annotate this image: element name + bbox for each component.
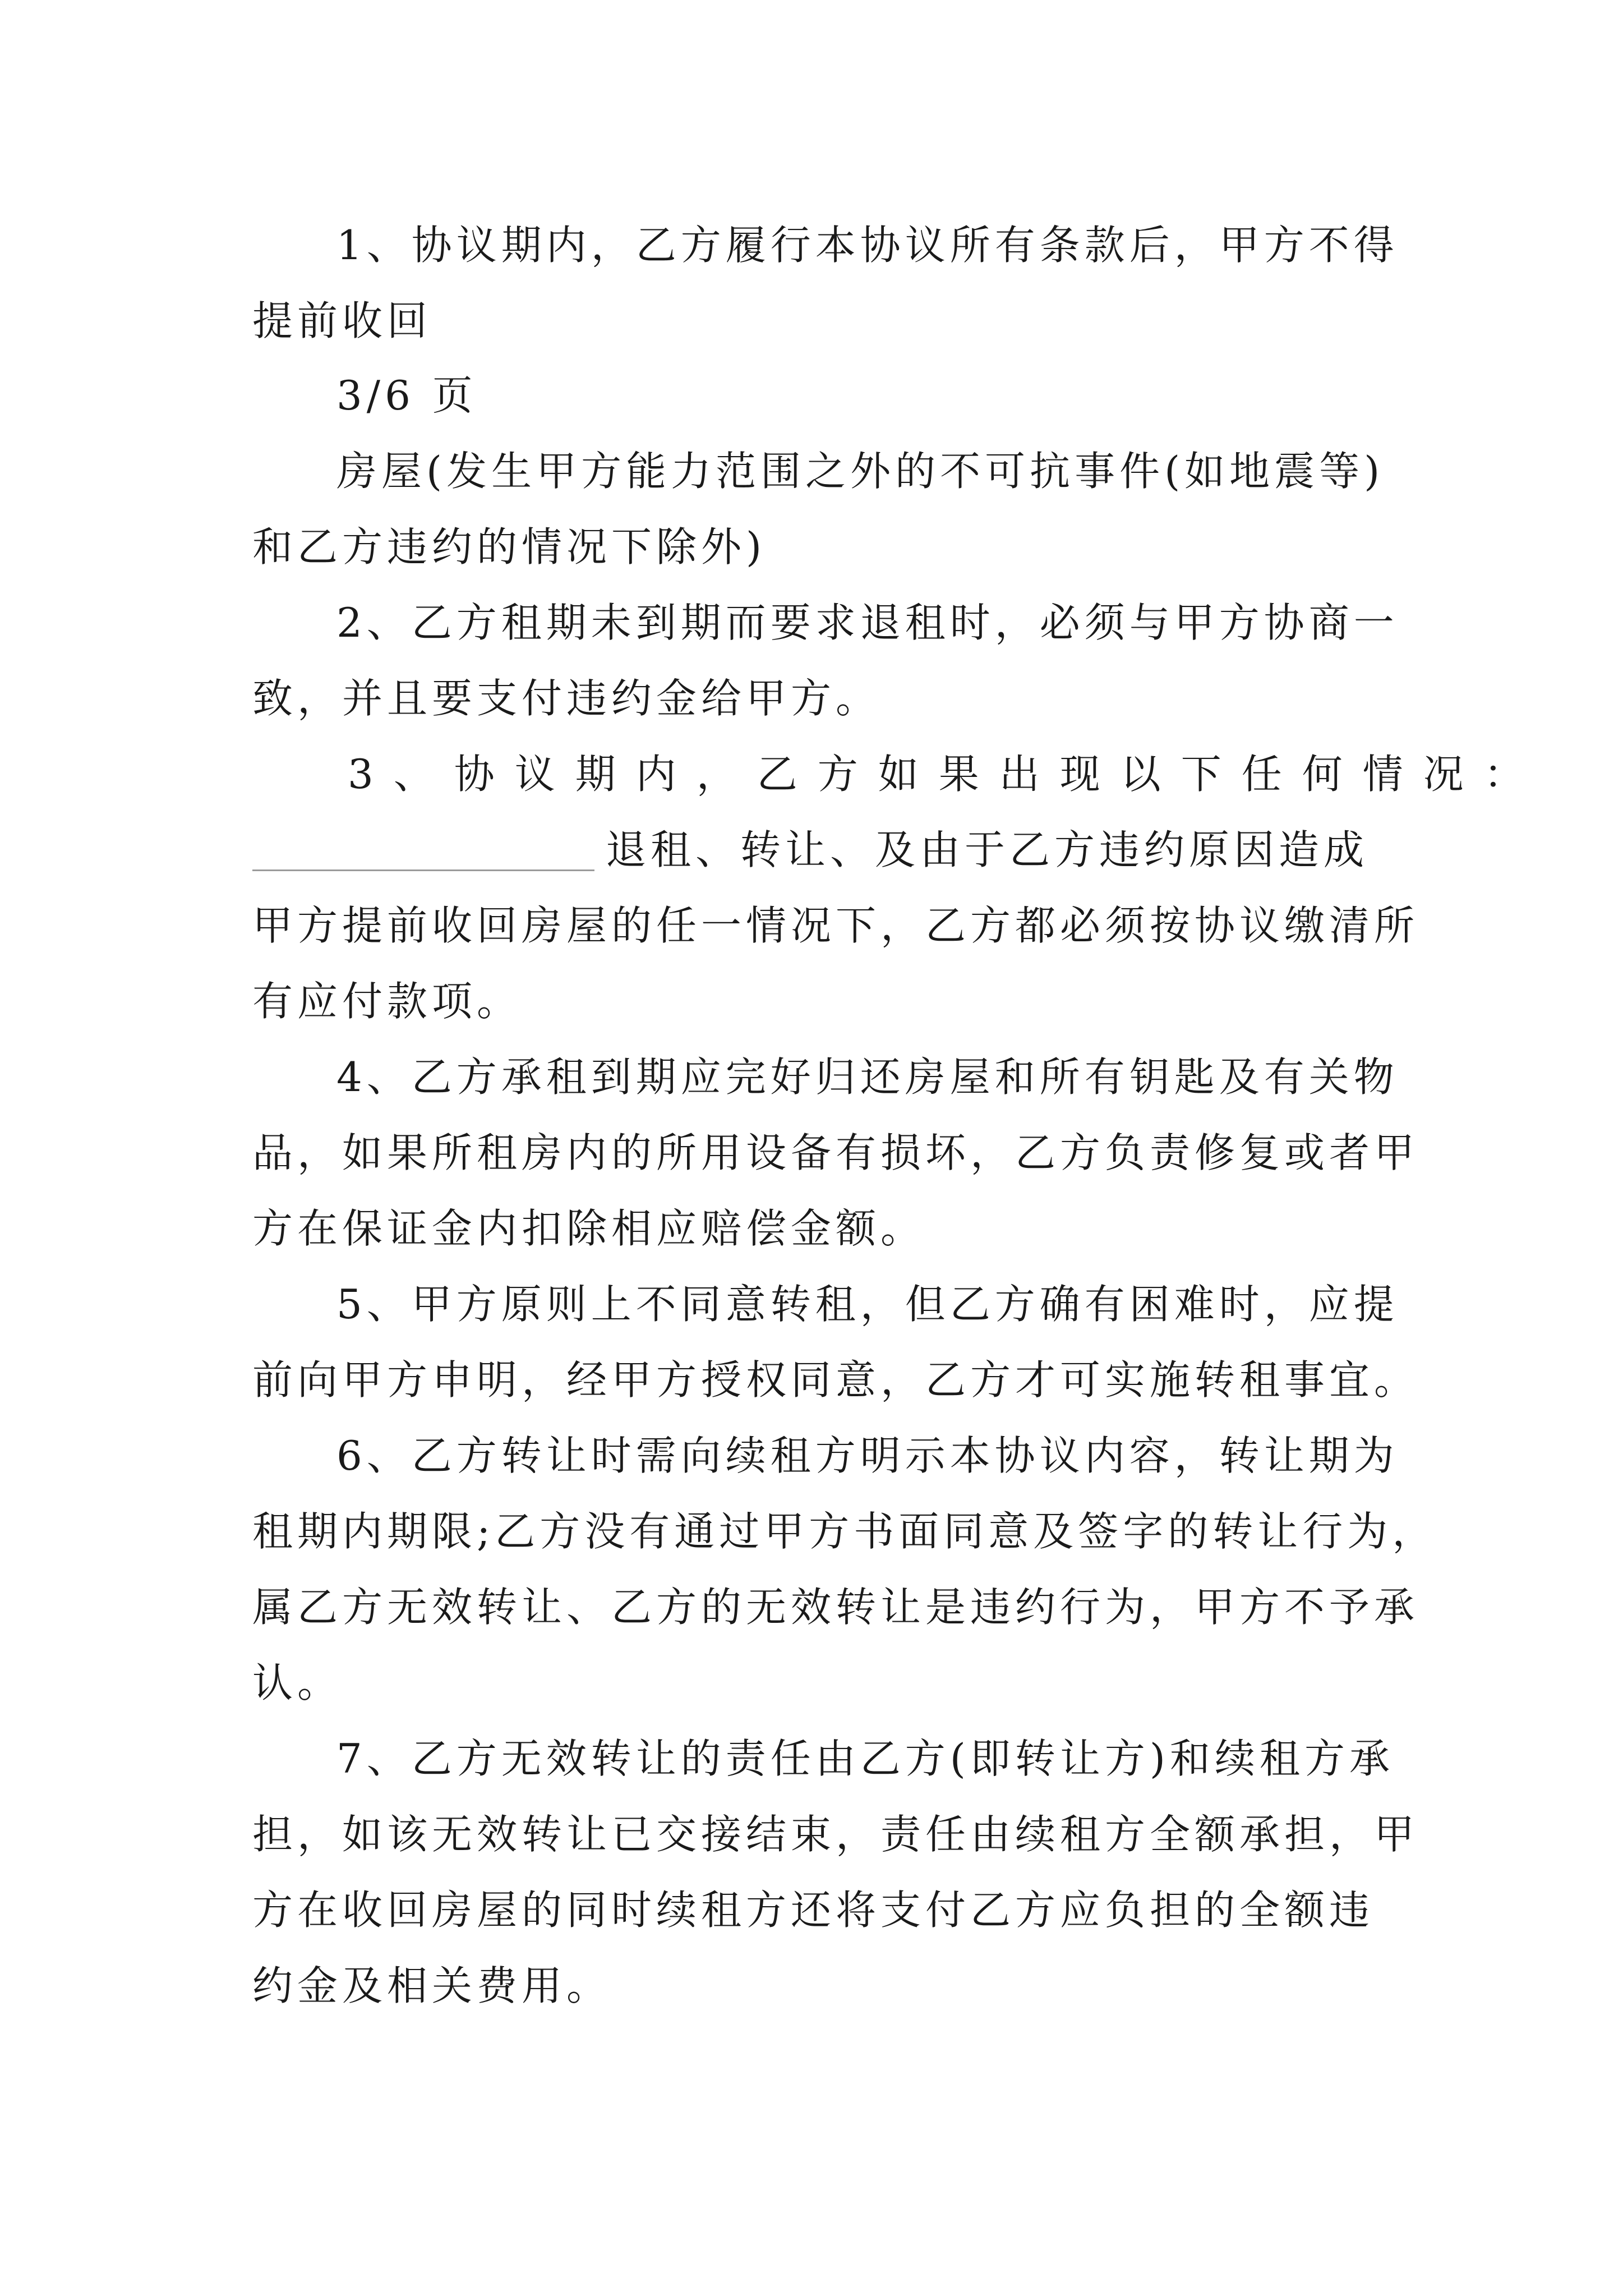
clause-4-line-3: 方在保证金内扣除相应赔偿金额。 — [252, 1205, 926, 1252]
clause-2-line-2: 致，并且要支付违约金给甲方。 — [252, 675, 881, 722]
clause-3-line-4: 有应付款项。 — [252, 978, 522, 1025]
clause-7-line-2: 担，如该无效转让已交接结束，责任由续租方全额承担，甲 — [252, 1811, 1419, 1858]
clause-1-line-2: 提前收回 — [252, 297, 432, 344]
clause-1-line-3: 房屋(发生甲方能力范围之外的不可抗事件(如地震等) — [336, 448, 1385, 495]
clause-7-line-4: 约金及相关费用。 — [252, 1962, 612, 2009]
clause-5-line-2: 前向甲方申明，经甲方授权同意，乙方才可实施转租事宜。 — [252, 1356, 1419, 1404]
clause-7-line-3: 方在收回房屋的同时续租方还将支付乙方应负担的全额违 — [252, 1887, 1375, 1934]
clause-6-line-1: 6、乙方转让时需向续租方明示本协议内容，转让期为 — [336, 1432, 1399, 1479]
clause-2-line-1: 2、乙方租期未到期而要求退租时，必须与甲方协商一 — [336, 599, 1399, 646]
page-number: 3/6 页 — [336, 372, 477, 419]
clause-6-line-4: 认。 — [252, 1659, 343, 1706]
clause-1-line-1: 1、协议期内，乙方履行本协议所有条款后，甲方不得 — [336, 222, 1399, 269]
clause-7-line-1: 7、乙方无效转让的责任由乙方(即转让方)和续租方承 — [336, 1735, 1394, 1782]
fill-in-blank — [252, 869, 594, 871]
clause-3-line-2: 退租、转让、及由于乙方违约原因造成 — [606, 826, 1369, 873]
clause-4-line-1: 4、乙方承租到期应完好归还房屋和所有钥匙及有关物 — [336, 1053, 1399, 1101]
clause-1-line-4: 和乙方违约的情况下除外) — [252, 523, 767, 570]
clause-3-line-1: 3、协议期内，乙方如果出现以下任何情况： — [348, 751, 1544, 798]
clause-6-line-3: 属乙方无效转让、乙方的无效转让是违约行为，甲方不予承 — [252, 1584, 1419, 1631]
clause-3-line-3: 甲方提前收回房屋的任一情况下，乙方都必须按协议缴清所 — [252, 902, 1419, 949]
clause-5-line-1: 5、甲方原则上不同意转租，但乙方确有困难时，应提 — [336, 1281, 1399, 1328]
clause-6-line-2: 租期内期限;乙方没有通过甲方书面同意及签字的转让行为， — [252, 1508, 1437, 1555]
clause-4-line-2: 品，如果所租房内的所用设备有损坏，乙方负责修复或者甲 — [252, 1129, 1419, 1176]
